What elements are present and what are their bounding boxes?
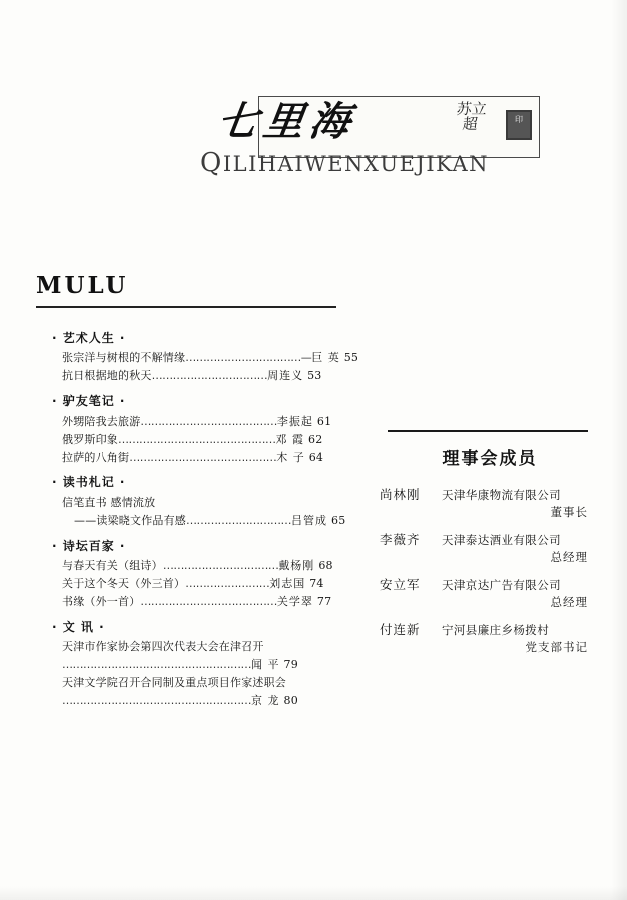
- council-member: [380, 620, 600, 655]
- council-member-row: [380, 530, 600, 548]
- toc-entry[interactable]: [62, 576, 370, 592]
- toc-entry[interactable]: [62, 675, 370, 691]
- toc-entry[interactable]: [62, 639, 370, 655]
- toc-entry[interactable]: [74, 513, 370, 529]
- toc-entry-page-number: 61: [316, 414, 332, 428]
- council-member: [380, 485, 600, 520]
- toc-entry-author: 木 子: [276, 450, 305, 464]
- toc-entry-page-number: 68: [318, 559, 333, 573]
- toc-entry-page-number: [264, 640, 268, 653]
- toc-entry-author: 周连义: [267, 369, 304, 383]
- toc-entry-author: 吕管成: [291, 513, 327, 527]
- toc-entry-page-number: 62: [308, 432, 323, 446]
- toc-entry-leader-dots: ……………………………—: [185, 351, 312, 365]
- toc-entry-leader-dots: …………………………………: [140, 595, 277, 608]
- toc-section: [40, 538, 370, 610]
- toc-entry-title: 拉萨的八角街: [62, 450, 130, 464]
- toc-section-title: · 读书札记 ·: [52, 475, 126, 490]
- council-member-name: 付连新: [380, 622, 421, 637]
- toc-entry-author: 邓 霞: [275, 432, 304, 446]
- toc-entry-title: 信笔直书 感情流放: [62, 495, 156, 509]
- toc-section-title: · 驴友笔记 ·: [52, 394, 126, 409]
- toc-entry-leader-dots: ………………………………………………: [62, 658, 251, 672]
- toc-entry[interactable]: [62, 350, 370, 366]
- toc-entry-page-number: [286, 676, 290, 689]
- toc-entry[interactable]: [62, 594, 370, 610]
- council-member-role: 总经理: [550, 550, 588, 564]
- council-member-name: 尚林刚: [380, 487, 421, 502]
- toc-entry[interactable]: [62, 495, 370, 511]
- calligrapher-signature: 苏立超: [455, 100, 488, 133]
- council-member: [380, 530, 600, 565]
- toc-entry-leader-dots: …………………………………: [140, 414, 277, 428]
- toc-section-title: · 艺术人生 ·: [52, 331, 126, 345]
- toc-entry-leader-dots: ………………………………………………: [62, 694, 251, 708]
- council-member-role: 总经理: [550, 595, 588, 609]
- toc-entry-leader-dots: ………………………………………: [118, 432, 276, 446]
- toc-entry-leader-dots: ……………………………: [162, 559, 279, 573]
- page-bottom-shadow: [0, 886, 627, 900]
- toc-entry-page-number: 80: [283, 694, 298, 708]
- toc-entry[interactable]: [62, 657, 370, 673]
- toc-entry-title: 天津文学院召开合同制及重点项目作家述职会: [62, 676, 286, 690]
- toc-entry[interactable]: [62, 693, 370, 709]
- seal-stamp-icon: 印: [506, 110, 532, 140]
- council-member-organization: 宁河县廉庄乡杨拨村: [442, 623, 550, 637]
- council-member: [380, 575, 600, 610]
- toc-section-title: · 文 讯 ·: [52, 619, 105, 634]
- council-member-row: [380, 620, 600, 638]
- toc-entry-author: 闻 平: [251, 658, 280, 672]
- toc-entry[interactable]: [62, 450, 370, 466]
- council-member-name: 李薇齐: [380, 532, 421, 547]
- toc-entry-title: 天津市作家协会第四次代表大会在津召开: [62, 640, 264, 654]
- toc-entry-author: 李振起: [276, 414, 313, 428]
- council-member-name: 安立军: [380, 577, 421, 592]
- council-member-role: 董事长: [550, 505, 588, 519]
- toc-entry-page-number: 64: [308, 450, 324, 464]
- council-panel: [380, 430, 600, 665]
- toc-section: [40, 393, 370, 465]
- pinyin-rest: ILIHAIWENXUEJIKAN: [222, 152, 489, 176]
- toc-entry-page-number: 53: [307, 369, 322, 383]
- toc-entry-author: 京 龙: [251, 694, 280, 708]
- pinyin-initial: Q: [200, 148, 223, 178]
- toc-section: [40, 619, 370, 709]
- toc-entry-title: 张宗洋与树根的不解情缘: [62, 351, 186, 365]
- toc-entry[interactable]: [62, 368, 370, 384]
- toc-entry-title: 与春天有关（组诗）: [62, 559, 163, 573]
- council-divider: [388, 430, 588, 432]
- toc-entry-title: 外甥陪我去旅游: [62, 414, 141, 428]
- journal-title-calligraphy: 七里海: [214, 98, 359, 145]
- table-of-contents: [40, 330, 370, 718]
- toc-entry-leader-dots: ……………………………………: [129, 450, 277, 464]
- toc-entry[interactable]: [62, 432, 370, 448]
- toc-entry-author: 刘志国: [269, 577, 306, 591]
- council-title: 理事会成员: [442, 449, 538, 469]
- toc-entry-title: 书缘（外一首）: [62, 595, 141, 608]
- toc-entry-page-number: 65: [331, 513, 346, 527]
- toc-entry-author: 戴杨刚: [278, 559, 315, 573]
- toc-entry-title: 抗日根据地的秋天: [62, 369, 152, 383]
- journal-title-pinyin: [200, 148, 489, 178]
- page-edge-shadow: [611, 0, 627, 900]
- council-member-role: 党支部书记: [525, 640, 588, 654]
- toc-entry-title: 俄罗斯印象: [62, 432, 118, 446]
- toc-section-title: · 诗坛百家 ·: [52, 538, 126, 553]
- council-member-row: [380, 485, 600, 503]
- council-member-list: [380, 485, 600, 655]
- council-member-organization: 天津泰达酒业有限公司: [442, 533, 561, 547]
- toc-entry-page-number: [155, 496, 159, 509]
- toc-entry-page-number: 55: [343, 351, 359, 365]
- toc-entry[interactable]: [62, 414, 370, 430]
- toc-entry-title: 关于这个冬天（外三首）: [62, 577, 186, 591]
- council-member-organization: 天津京达广告有限公司: [442, 578, 561, 592]
- toc-entry-page-number: 77: [316, 595, 332, 608]
- toc-entry-leader-dots: …………………………: [186, 513, 291, 527]
- toc-entry-author: 关学翠: [276, 595, 313, 608]
- toc-entry-page-number: 74: [309, 577, 324, 591]
- page-title: MULU: [36, 272, 129, 299]
- toc-entry-leader-dots: ……………………………: [151, 369, 268, 383]
- toc-entry-leader-dots: ……………………: [185, 577, 270, 591]
- toc-section: [40, 330, 370, 384]
- toc-entry-author: 巨 英: [311, 351, 340, 365]
- toc-section: [40, 474, 370, 528]
- masthead: [200, 96, 540, 188]
- title-divider: [36, 306, 336, 308]
- toc-entry-page-number: 79: [283, 658, 298, 672]
- council-member-row: [380, 575, 600, 593]
- toc-entry[interactable]: [62, 558, 370, 574]
- toc-entry-title: ——读梁晓文作品有感: [74, 513, 186, 527]
- council-member-organization: 天津华康物流有限公司: [442, 488, 561, 502]
